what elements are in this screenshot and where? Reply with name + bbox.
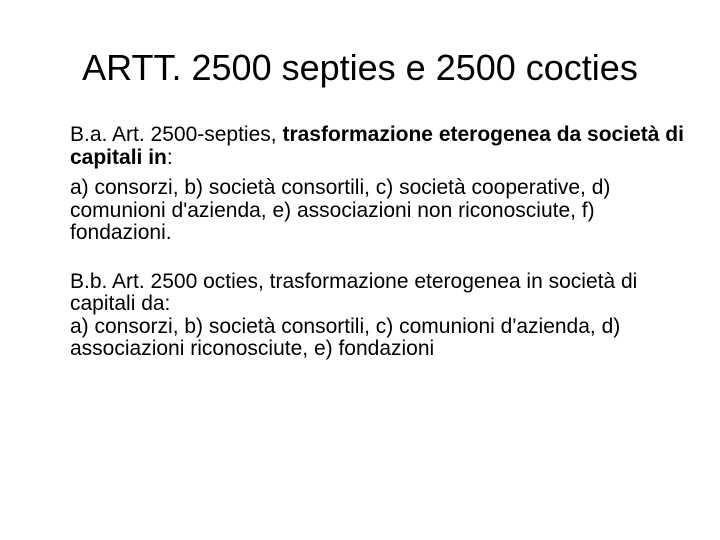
slide-body <box>70 124 690 361</box>
section-a-heading <box>70 124 690 169</box>
section-a-emphasis: trasformazione eterogenea da società di capitali in <box>70 123 684 169</box>
section-a-colon: : <box>166 145 173 169</box>
section-b-list: a) consorzi, b) società consortili, c) comunioni d'azienda, d) associazioni riconosciute, e) fondazioni <box>70 314 621 360</box>
section-a-intro: B.a. Art. 2500-septies, <box>70 123 283 146</box>
section-b-heading: B.b. Art. 2500 octies, trasformazione eterogenea in società di capitali da: <box>70 269 638 315</box>
slide-title: ARTT. 2500 septies e 2500 cocties <box>82 47 638 88</box>
section-a-list: a) consorzi, b) società consortili, c) società cooperative, d) comunioni d'azienda, e) associazioni non riconosciute, f) fondazioni. <box>70 176 611 244</box>
